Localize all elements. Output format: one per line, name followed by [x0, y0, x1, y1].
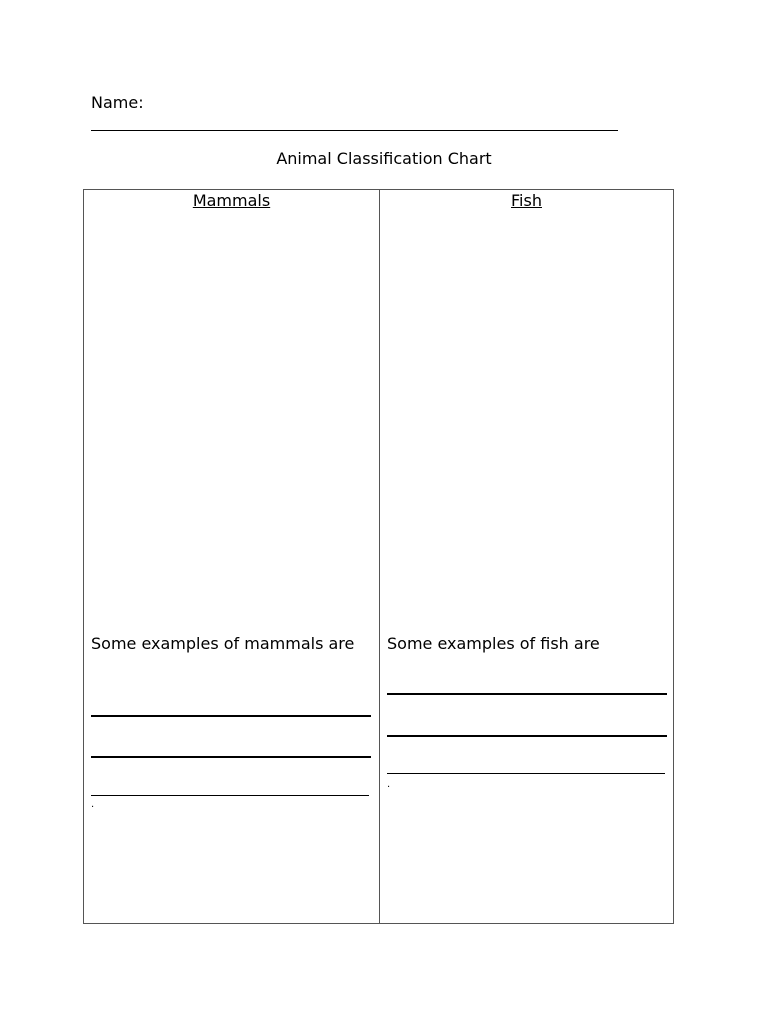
- mammals-answer-line-1[interactable]: [91, 715, 371, 717]
- fish-answer-line-1[interactable]: [387, 693, 667, 695]
- name-label: Name:: [91, 93, 144, 112]
- mammals-prompt: Some examples of mammals are: [91, 634, 355, 653]
- mammals-heading: Mammals: [192, 191, 271, 210]
- fish-answer-line-3[interactable]: [387, 773, 665, 774]
- classification-table: [83, 189, 674, 924]
- fish-period: .: [387, 779, 391, 790]
- mammals-answer-line-2[interactable]: [91, 756, 371, 758]
- name-blank-line[interactable]: [91, 130, 618, 131]
- chart-title: Animal Classification Chart: [276, 149, 492, 168]
- fish-heading: Fish: [511, 191, 542, 210]
- column-divider: [379, 190, 380, 923]
- mammals-answer-line-3[interactable]: [91, 795, 369, 796]
- fish-answer-line-2[interactable]: [387, 735, 667, 737]
- fish-prompt: Some examples of fish are: [387, 634, 600, 653]
- mammals-period: .: [91, 799, 95, 810]
